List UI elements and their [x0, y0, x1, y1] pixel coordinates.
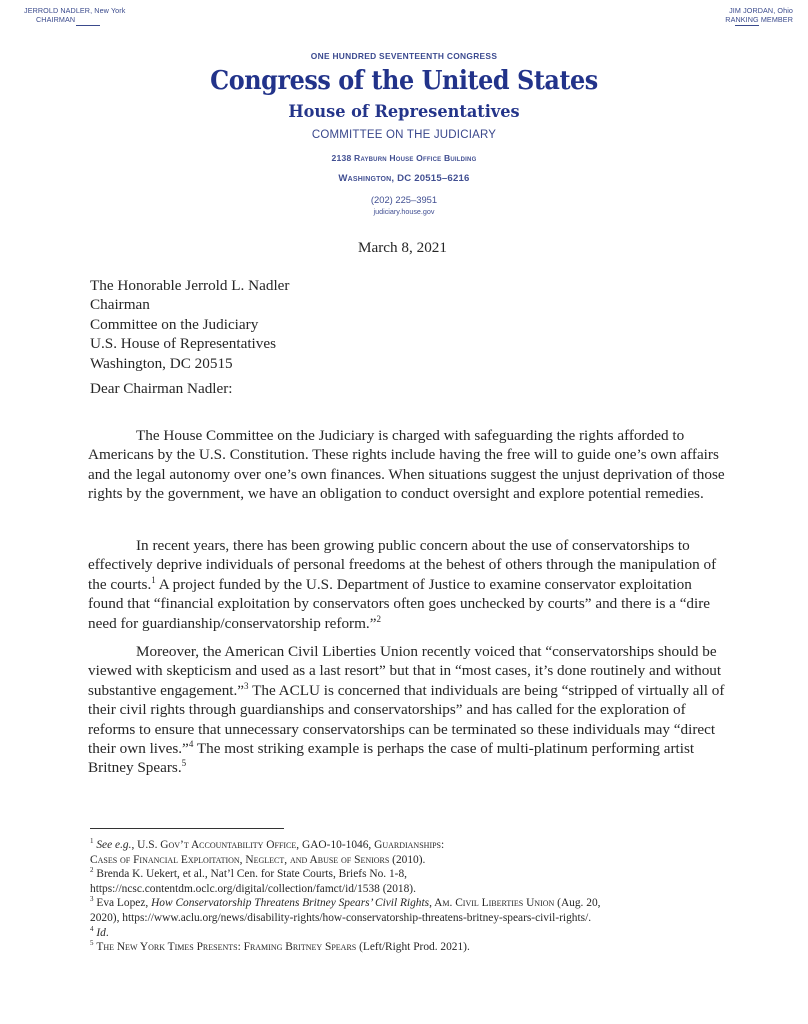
recipient-line: Chairman	[90, 296, 150, 314]
recipient-line: Washington, DC 20515	[90, 354, 233, 372]
footnote-4: $^4$ Id.	[90, 924, 109, 939]
footnote-ref-1[interactable]: 1	[151, 574, 156, 585]
footnote-2: $^2$ Brenda K. Uekert, et al., Nat’l Cen. for State Courts, Briefs No. 1-8,	[90, 866, 407, 881]
paragraph-1	[88, 426, 728, 504]
chairman-divider	[76, 25, 100, 26]
footnote-1-cont: Cases of Financial Exploitation, Neglect, and Abuse of Seniors (2010).	[90, 853, 426, 866]
footnote-ref-2[interactable]: 2	[376, 613, 381, 624]
footnote-ref-5[interactable]: 5	[181, 758, 187, 769]
letterhead-house: House of Representatives	[288, 102, 520, 122]
office-phone: (202) 225–3951	[370, 194, 438, 205]
footnote-1: $^1$ See e.g., U.S. Gov’t Accountability Office, GAO-10-1046, Guardianships:	[90, 837, 445, 851]
chairman-name: JERROLD NADLER, New York	[24, 6, 126, 15]
ranking-member-block	[703, 6, 793, 24]
paragraph-text: In recent years, there has been growing public concern about the use of conservatorships to effectively deprive individuals of personal freedoms at the behest of others through the manipulation of the courts.	[88, 537, 717, 593]
footnote-ref-3[interactable]: 3	[244, 680, 249, 691]
chairman-block	[24, 6, 125, 24]
salutation: Dear Chairman Nadler:	[90, 380, 233, 397]
footnote-5: $^5$ The New York Times Presents: Framing Britney Spears (Left/Right Prod. 2021).	[90, 939, 470, 954]
office-city: Washington, DC 20515–6216	[338, 173, 470, 184]
committee-name: COMMITTEE ON THE JUDICIARY	[311, 129, 497, 141]
office-address: 2138 Rayburn House Office Building	[331, 153, 477, 163]
congress-number: ONE HUNDRED SEVENTEENTH CONGRESS	[310, 51, 498, 61]
recipient-address	[90, 276, 289, 373]
footnote-3-link[interactable]: 2020), https://www.aclu.org/news/disability-rights/how-conservatorship-threatens-britney-spears-civil-rights/.	[90, 911, 592, 924]
footnote-ref-4[interactable]: 4	[188, 738, 194, 749]
ranking-member-divider	[735, 25, 759, 26]
paragraph-3	[88, 642, 728, 778]
footnotes	[90, 838, 740, 955]
chairman-role: CHAIRMAN	[36, 15, 76, 24]
paragraph-2	[88, 536, 728, 633]
letter-date: March 8, 2021	[358, 239, 447, 256]
recipient-line: U.S. House of Representatives	[90, 335, 277, 353]
footnote-separator	[90, 828, 284, 829]
letterhead-title: Congress of the United States	[210, 66, 598, 96]
website-link[interactable]: judiciary.house.gov	[373, 207, 435, 216]
paragraph-text: Moreover, the American Civil Liberties Union recently voiced that “conservatorships should be viewed with skepticism and used as a last resort” but that in “most cases, it’s done routinely and without substantive engagement.”	[88, 643, 722, 699]
paragraph-text: The most striking example is perhaps the case of multi-platinum performing artist Britney Spears.	[88, 740, 695, 777]
recipient-line: Committee on the Judiciary	[90, 315, 259, 333]
ranking-member-role: RANKING MEMBER	[725, 15, 793, 24]
recipient-line: The Honorable Jerrold L. Nadler	[90, 277, 290, 294]
paragraph-text: The House Committee on the Judiciary is charged with safeguarding the rights afforded to Americans by the U.S. Constitution. These rights include having the free will to guide one’s own affairs and the legal autonomy over one’s own finances. When situations suggest the unjust deprivation of those rights by the government, we have an obligation to conduct oversight and explore potential remedies.	[88, 427, 725, 503]
ranking-member-name: JIM JORDAN, Ohio	[729, 6, 793, 15]
footnote-2-link[interactable]: https://ncsc.contentdm.oclc.org/digital/collection/famct/id/1538 (2018).	[90, 882, 416, 895]
paragraph-text: The ACLU is concerned that individuals are being “stripped of virtually all of their civil rights through guardianships and conservatorships” and has called for the exploration of reforms to ensure that unnecessary conservatorships can be terminated so these individuals may “direct their own lives.”	[88, 681, 725, 758]
paragraph-text: A project funded by the U.S. Department of Justice to examine conservator exploitation found that “financial exploitation by conservators often goes unchecked by courts” and there is a “dire need for guardianship/conservatorship reform.”	[88, 575, 711, 632]
footnote-3: $^3$ Eva Lopez, How Conservatorship Threatens Britney Spears’ Civil Rights, Am. Civil Liberties Union (Aug. 20,	[90, 895, 601, 910]
